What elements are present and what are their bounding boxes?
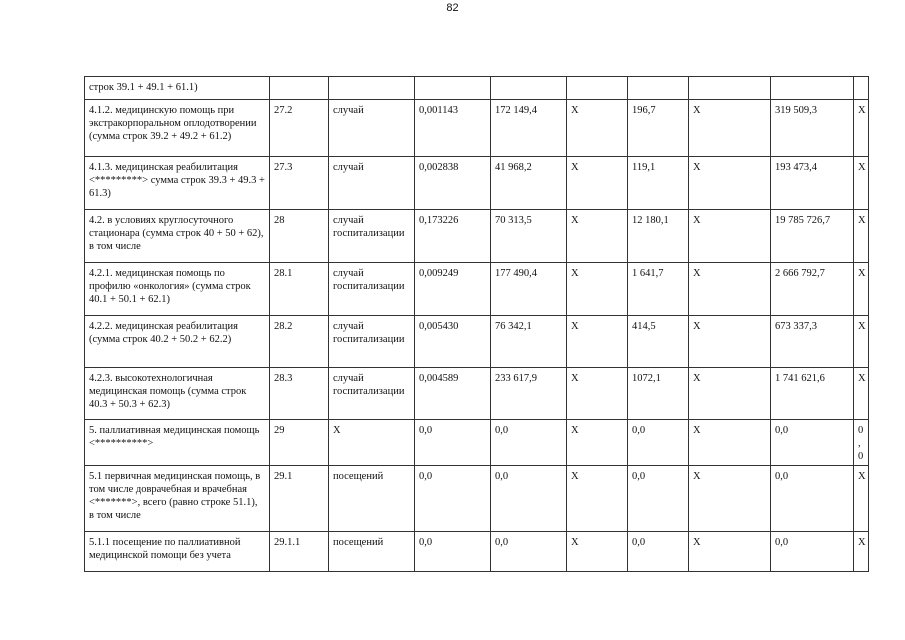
table-cell-c7: 414,5 xyxy=(628,316,689,368)
table-cell-norm: 0,001143 xyxy=(415,100,491,157)
table-cell-unit: посещений xyxy=(329,466,415,532)
table-cell-c10: X xyxy=(854,316,869,368)
page-number: 82 xyxy=(446,2,459,14)
table-cell-c9: 2 666 792,7 xyxy=(771,263,854,316)
table-cell-cost: 0,0 xyxy=(491,532,567,572)
table-cell-c6: X xyxy=(567,210,628,263)
table-cell-c9: 1 741 621,6 xyxy=(771,368,854,420)
table-cell-norm: 0,002838 xyxy=(415,157,491,210)
table-cell-code: 28 xyxy=(270,210,329,263)
table-cell-cost: 177 490,4 xyxy=(491,263,567,316)
table-cell-unit: случай госпитализации xyxy=(329,368,415,420)
table-cell-c10: X xyxy=(854,157,869,210)
table-cell-norm: 0,173226 xyxy=(415,210,491,263)
table-cell-c10: X xyxy=(854,100,869,157)
table-cell-cost: 172 149,4 xyxy=(491,100,567,157)
table-cell-name: 5. паллиативная медицинская помощь <**********> xyxy=(85,420,270,466)
table-cell-c8: X xyxy=(689,420,771,466)
table-row xyxy=(85,157,869,210)
table-cell-name: 5.1 первичная медицинская помощь, в том числе доврачебная и врачебная <*******>, всего (равно строке 51.1), в том числе xyxy=(85,466,270,532)
table-cell-c10: X xyxy=(854,532,869,572)
data-table xyxy=(84,76,869,572)
table-cell-c9 xyxy=(771,77,854,100)
table-row xyxy=(85,77,869,100)
table-cell-c8: X xyxy=(689,100,771,157)
table-cell-c8 xyxy=(689,77,771,100)
table-cell-name: 4.2. в условиях круглосуточного стационара (сумма строк 40 + 50 + 62), в том числе xyxy=(85,210,270,263)
table-cell-c8: X xyxy=(689,368,771,420)
table-cell-unit: случай госпитализации xyxy=(329,263,415,316)
table-cell-name: 4.2.2. медицинская реабилитация (сумма строк 40.2 + 50.2 + 62.2) xyxy=(85,316,270,368)
table-cell-unit: случай госпитализации xyxy=(329,210,415,263)
table-cell-name: строк 39.1 + 49.1 + 61.1) xyxy=(85,77,270,100)
table-cell-c8: X xyxy=(689,532,771,572)
table-cell-c10 xyxy=(854,77,869,100)
table-row xyxy=(85,368,869,420)
table-cell-norm: 0,004589 xyxy=(415,368,491,420)
table-cell-c10: X xyxy=(854,466,869,532)
table-cell-c6: X xyxy=(567,368,628,420)
table-cell-norm: 0,0 xyxy=(415,466,491,532)
table-cell-cost: 41 968,2 xyxy=(491,157,567,210)
table-cell-c9: 19 785 726,7 xyxy=(771,210,854,263)
table-cell-name: 4.1.3. медицинская реабилитация <*********> сумма строк 39.3 + 49.3 + 61.3) xyxy=(85,157,270,210)
table-row xyxy=(85,316,869,368)
table-cell-c8: X xyxy=(689,316,771,368)
table-row xyxy=(85,263,869,316)
table-cell-code: 28.1 xyxy=(270,263,329,316)
table-cell-code: 29 xyxy=(270,420,329,466)
table-cell-c9: 0,0 xyxy=(771,532,854,572)
table-cell-c9: 193 473,4 xyxy=(771,157,854,210)
table-cell-code xyxy=(270,77,329,100)
table-cell-c7: 0,0 xyxy=(628,466,689,532)
table-cell-code: 27.3 xyxy=(270,157,329,210)
table-cell-c6: X xyxy=(567,420,628,466)
table-cell-c8: X xyxy=(689,210,771,263)
table-cell-c9: 319 509,3 xyxy=(771,100,854,157)
table-cell-c9: 673 337,3 xyxy=(771,316,854,368)
table-cell-c9: 0,0 xyxy=(771,420,854,466)
table-cell-unit: X xyxy=(329,420,415,466)
table-cell-c6: X xyxy=(567,157,628,210)
table-cell-c10: 0,0 xyxy=(854,420,869,466)
table-cell-name: 4.1.2. медицинскую помощь при экстракорпоральном оплодотворении (сумма строк 39.2 + 49.2 + 61.2) xyxy=(85,100,270,157)
table-cell-unit: случай госпитализации xyxy=(329,316,415,368)
table-cell-c8: X xyxy=(689,466,771,532)
table-cell-norm: 0,005430 xyxy=(415,316,491,368)
table-cell-c7 xyxy=(628,77,689,100)
table-cell-c7: 1 641,7 xyxy=(628,263,689,316)
table-row xyxy=(85,532,869,572)
table-cell-norm xyxy=(415,77,491,100)
table-row xyxy=(85,420,869,466)
table-cell-c10: X xyxy=(854,210,869,263)
table-cell-c6: X xyxy=(567,316,628,368)
table-cell-c6: X xyxy=(567,263,628,316)
table-cell-unit: посещений xyxy=(329,532,415,572)
table-cell-name: 5.1.1 посещение по паллиативной медицинской помощи без учета xyxy=(85,532,270,572)
table-cell-code: 29.1.1 xyxy=(270,532,329,572)
table-cell-c8: X xyxy=(689,157,771,210)
table-cell-code: 28.2 xyxy=(270,316,329,368)
table-cell-unit xyxy=(329,77,415,100)
table-cell-name: 4.2.1. медицинская помощь по профилю «онкология» (сумма строк 40.1 + 50.1 + 62.1) xyxy=(85,263,270,316)
table-cell-c7: 0,0 xyxy=(628,532,689,572)
table-cell-cost: 76 342,1 xyxy=(491,316,567,368)
table-cell-c7: 0,0 xyxy=(628,420,689,466)
table-cell-c10: X xyxy=(854,368,869,420)
table-cell-code: 28.3 xyxy=(270,368,329,420)
table-cell-cost: 0,0 xyxy=(491,420,567,466)
table-cell-c7: 1072,1 xyxy=(628,368,689,420)
table-cell-unit: случай xyxy=(329,157,415,210)
table-cell-c6: X xyxy=(567,532,628,572)
table-cell-norm: 0,0 xyxy=(415,532,491,572)
table-cell-c6: X xyxy=(567,466,628,532)
table-cell-cost: 0,0 xyxy=(491,466,567,532)
table-cell-name: 4.2.3. высокотехнологичная медицинская помощь (сумма строк 40.3 + 50.3 + 62.3) xyxy=(85,368,270,420)
table-cell-c9: 0,0 xyxy=(771,466,854,532)
table-row xyxy=(85,210,869,263)
table-cell-unit: случай xyxy=(329,100,415,157)
table-cell-code: 27.2 xyxy=(270,100,329,157)
table-cell-cost xyxy=(491,77,567,100)
table-cell-c6 xyxy=(567,77,628,100)
table-cell-c10: X xyxy=(854,263,869,316)
table-cell-code: 29.1 xyxy=(270,466,329,532)
table-cell-c8: X xyxy=(689,263,771,316)
table-cell-cost: 233 617,9 xyxy=(491,368,567,420)
table-cell-cost: 70 313,5 xyxy=(491,210,567,263)
table-row xyxy=(85,100,869,157)
table-cell-norm: 0,0 xyxy=(415,420,491,466)
table-row xyxy=(85,466,869,532)
table-cell-c7: 119,1 xyxy=(628,157,689,210)
table-cell-c7: 12 180,1 xyxy=(628,210,689,263)
table-cell-c6: X xyxy=(567,100,628,157)
table-cell-norm: 0,009249 xyxy=(415,263,491,316)
table-cell-c7: 196,7 xyxy=(628,100,689,157)
